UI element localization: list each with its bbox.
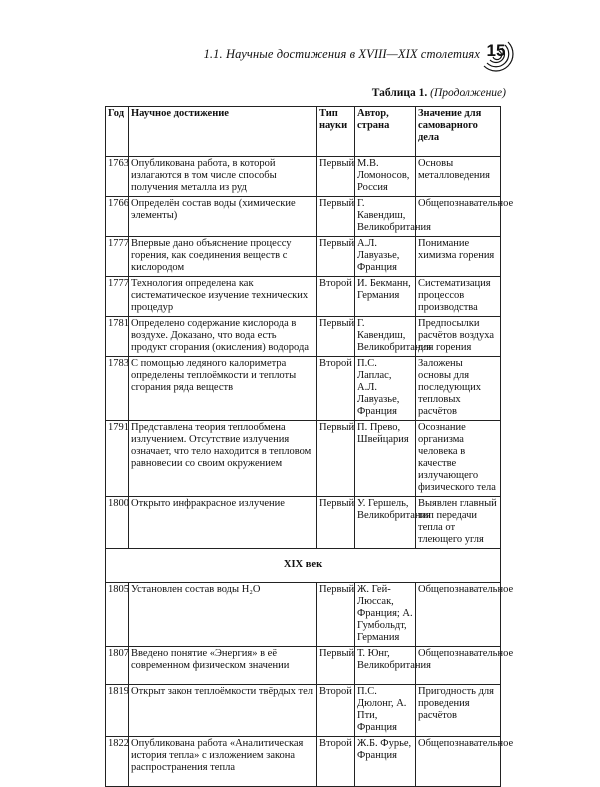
cell-science-type: Первый xyxy=(317,647,355,685)
cell-year: 1800 xyxy=(106,497,129,549)
column-header-year: Год xyxy=(106,107,129,157)
cell-significance: Предпосылки расчётов воздуха для горения xyxy=(416,317,501,357)
cell-achievement: Технология определена как систематическое изучение технических процедур xyxy=(129,277,317,317)
section-heading: XIX век xyxy=(106,549,501,583)
cell-significance: Общепознавательное xyxy=(416,583,501,647)
cell-author: М.В. Ломоносов, Россия xyxy=(355,157,416,197)
cell-year: 1777 xyxy=(106,237,129,277)
table-row xyxy=(106,357,501,421)
table-row xyxy=(106,317,501,357)
table-row xyxy=(106,421,501,497)
cell-achievement: Введено понятие «Энергия» в её современном физическом значении xyxy=(129,647,317,685)
cell-achievement: Представлена теория теплообмена излучением. Отсутствие излучения означает, что тело находится в тепловом равновесии со своим окружением xyxy=(129,421,317,497)
table-row xyxy=(106,157,501,197)
table-row xyxy=(106,737,501,787)
cell-achievement: Опубликована работа «Аналитическая история тепла» с изложением закона распространения тепла xyxy=(129,737,317,787)
cell-significance: Выявлен главный тип передачи тепла от тлеющего угля xyxy=(416,497,501,549)
running-title: 1.1. Научные достижения в XVIII—XIX столетиях xyxy=(203,47,480,61)
cell-author: П.С. Лаплас, А.Л. Лавуазье, Франция xyxy=(355,357,416,421)
cell-significance: Общепознавательное xyxy=(416,647,501,685)
cell-science-type: Первый xyxy=(317,317,355,357)
cell-year: 1822 xyxy=(106,737,129,787)
table-caption-continuation: (Продолжение) xyxy=(430,87,506,99)
cell-author: Г. Кавендиш, Великобритания xyxy=(355,197,416,237)
cell-author: И. Бекманн, Германия xyxy=(355,277,416,317)
cell-achievement: Определён состав воды (химические элементы) xyxy=(129,197,317,237)
cell-significance: Общепознавательное xyxy=(416,737,501,787)
cell-significance: Систематизация процессов производства xyxy=(416,277,501,317)
cell-year: 1819 xyxy=(106,685,129,737)
cell-achievement: Открыто инфракрасное излучение xyxy=(129,497,317,549)
cell-year: 1805 xyxy=(106,583,129,647)
table-row xyxy=(106,685,501,737)
cell-year: 1807 xyxy=(106,647,129,685)
cell-achievement: С помощью ледяного калориметра определены теплоёмкости и теплоты сгорания ряда веществ xyxy=(129,357,317,421)
cell-science-type: Первый xyxy=(317,157,355,197)
cell-year: 1766 xyxy=(106,197,129,237)
discoveries-table xyxy=(105,106,514,787)
cell-significance: Общепознавательное xyxy=(416,197,501,237)
table-row xyxy=(106,277,501,317)
section-row xyxy=(106,549,501,583)
cell-significance: Понимание химизма горения xyxy=(416,237,501,277)
cell-year: 1783 xyxy=(106,357,129,421)
cell-author: П. Прево, Швейцария xyxy=(355,421,416,497)
table-row xyxy=(106,497,501,549)
cell-science-type: Второй xyxy=(317,357,355,421)
table-header-row xyxy=(106,107,501,157)
cell-author: П.С. Дюлонг, А. Пти, Франция xyxy=(355,685,416,737)
cell-science-type: Второй xyxy=(317,737,355,787)
cell-significance: Осознание организма человека в качестве излучающего физического тела xyxy=(416,421,501,497)
cell-year: 1763 xyxy=(106,157,129,197)
cell-year: 1781 xyxy=(106,317,129,357)
cell-significance: Заложены основы для последующих тепловых расчётов xyxy=(416,357,501,421)
cell-significance: Основы металловедения xyxy=(416,157,501,197)
column-header-science-type: Тип науки xyxy=(317,107,355,157)
cell-science-type: Первый xyxy=(317,197,355,237)
cell-achievement: Определено содержание кислорода в воздухе. Доказано, что вода есть продукт сгорания (окисления) водорода xyxy=(129,317,317,357)
cell-science-type: Второй xyxy=(317,277,355,317)
cell-science-type: Первый xyxy=(317,583,355,647)
cell-year: 1777 xyxy=(106,277,129,317)
cell-significance: Пригодность для проведения расчётов xyxy=(416,685,501,737)
table-row xyxy=(106,583,501,647)
column-header-significance: Значение для самоварного дела xyxy=(416,107,501,157)
cell-author: Г. Кавендиш, Великобритания xyxy=(355,317,416,357)
cell-author: А.Л. Лавуазье, Франция xyxy=(355,237,416,277)
cell-year: 1791 xyxy=(106,421,129,497)
table-row xyxy=(106,647,501,685)
cell-achievement: Установлен состав воды H₂O xyxy=(129,583,317,647)
cell-achievement: Опубликована работа, в которой излагаются в том числе способы получения металла из руд xyxy=(129,157,317,197)
cell-science-type: Первый xyxy=(317,421,355,497)
cell-achievement: Открыт закон теплоёмкости твёрдых тел xyxy=(129,685,317,737)
cell-achievement: Впервые дано объяснение процессу горения, как соединения веществ с кислородом xyxy=(129,237,317,277)
cell-author: Т. Юнг, Великобритания xyxy=(355,647,416,685)
cell-science-type: Второй xyxy=(317,685,355,737)
table-row xyxy=(106,197,501,237)
column-header-achievement: Научное достижение xyxy=(129,107,317,157)
cell-science-type: Первый xyxy=(317,237,355,277)
page-number: 15 xyxy=(486,41,506,60)
cell-author: У. Гершель, Великобритания xyxy=(355,497,416,549)
cell-science-type: Первый xyxy=(317,497,355,549)
table-row xyxy=(106,237,501,277)
cell-author: Ж.Б. Фурье, Франция xyxy=(355,737,416,787)
page-number-badge xyxy=(478,36,514,72)
table-caption xyxy=(372,87,506,99)
cell-author: Ж. Гей-Люссак, Франция; А. Гумбольдт, Германия xyxy=(355,583,416,647)
table-caption-label: Таблица 1. xyxy=(371,87,428,99)
column-header-author-country: Автор, страна xyxy=(355,107,416,157)
